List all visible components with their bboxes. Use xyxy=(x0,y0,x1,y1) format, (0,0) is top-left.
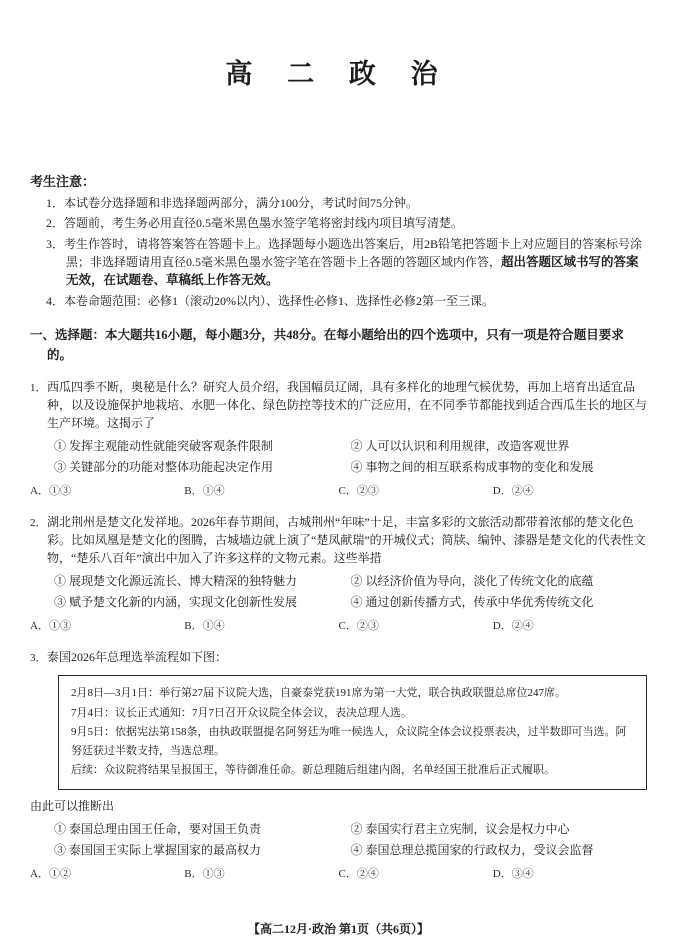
question-2-option-3: ③ 赋予楚文化新的内涵，实现文化创新性发展 xyxy=(54,595,298,610)
question-2-answer-a: A．①③ xyxy=(30,620,71,633)
question-3-flowchart-box xyxy=(58,675,647,789)
question-3-answer-c: C．②④ xyxy=(338,867,379,880)
question-1-text: 西瓜四季不断，奥秘是什么？研究人员介绍，我国幅员辽阔，具有多样化的地理气候优势，再加上培育出适宜品种，以及设施保护地栽培、水肥一体化、绿色防控等技术的广泛应用，在不同季节都能找到适合西瓜生长的地区与生产环境。这揭示了 xyxy=(47,379,648,431)
question-1-answer-b: B．①④ xyxy=(184,485,225,498)
question-1-number: 1． xyxy=(30,381,47,394)
question-3-number: 3． xyxy=(30,651,47,664)
notice-section xyxy=(30,173,647,310)
page-title: 高 二 政 治 xyxy=(225,59,452,89)
question-1-option-2: ② 人可以认识和利用规律，改造客观世界 xyxy=(350,439,570,454)
notice-item-3 xyxy=(46,236,647,290)
question-3-lead-out: 由此可以推断出 xyxy=(30,798,115,813)
notice-item-3-text: 3．考生作答时，请将答案答在答题卡上。选择题每小题选出答案后，用2B铅笔把答题卡上对应题目的答案标号涂黑；非选择题请用直径0.5毫米黑色墨水签字笔在答题卡上各题的答题区域内作答， xyxy=(46,236,643,270)
question-1-option-1: ① 发挥主观能动性就能突破客观条件限制 xyxy=(54,439,274,454)
question-2-answers xyxy=(30,618,647,635)
question-3-option-1: ① 泰国总理由国王任命，要对国王负责 xyxy=(54,821,262,836)
question-3 xyxy=(30,648,647,882)
question-3-answer-a: A．①② xyxy=(30,867,71,880)
question-1 xyxy=(30,378,647,500)
notice-item-2: 2．答题前，考生务必用直径0.5毫米黑色墨水签字笔将密封线内项目填写清楚。 xyxy=(46,216,464,231)
question-2-answer-d: D．②④ xyxy=(492,620,534,633)
question-2-stem xyxy=(30,513,647,568)
page-footer: 【高二12月·政治 第1页（共6页）】 xyxy=(247,922,429,936)
question-3-answer-b: B．①③ xyxy=(184,867,225,880)
question-3-option-4: ④ 泰国总理总揽国家的行政权力，受议会监督 xyxy=(350,842,594,857)
notice-items xyxy=(30,195,647,310)
question-2-option-1: ① 展现楚文化源远流长、博大精深的独特魅力 xyxy=(54,574,298,589)
question-2-option-2: ② 以经济价值为导向，淡化了传统文化的底蕴 xyxy=(350,574,594,589)
section-heading: 一、选择题：本大题共16小题，每小题3分，共48分。在每小题给出的四个选项中，只有一项是符合题目要求的。 xyxy=(30,328,624,362)
question-3-text: 泰国2026年总理选举流程如下图： xyxy=(47,649,228,664)
question-1-option-4: ④ 事物之间的相互联系构成事物的变化和发展 xyxy=(350,460,594,475)
question-3-stem xyxy=(30,648,647,667)
question-3-options xyxy=(30,820,647,859)
question-3-answer-d: D．③④ xyxy=(492,867,534,880)
flowchart-line-4: 后续：众议院将结果呈报国王，等待御准任命。新总理随后组建内阁，名单经国王批准后正式履职。 xyxy=(71,764,555,777)
question-3-answers xyxy=(30,866,647,883)
question-2-option-4: ④ 通过创新传播方式，传承中华优秀传统文化 xyxy=(350,595,594,610)
flowchart-line-3: 9月5日：依据宪法第158条，由执政联盟提名阿努廷为唯一候选人，众议院全体会议投票表决，过半数即可当选。阿努廷获过半数支持，当选总理。 xyxy=(71,725,627,758)
question-1-answer-c: C．②③ xyxy=(338,485,379,498)
question-1-options xyxy=(30,437,647,476)
question-3-option-2: ② 泰国实行君主立宪制，议会是权力中心 xyxy=(350,821,570,836)
question-1-answer-d: D．②④ xyxy=(492,485,534,498)
question-1-answer-a: A．①③ xyxy=(30,485,71,498)
question-3-option-3: ③ 泰国国王实际上掌握国家的最高权力 xyxy=(54,842,262,857)
question-2-number: 2． xyxy=(30,516,47,529)
question-2-answer-b: B．①④ xyxy=(184,620,225,633)
question-1-stem xyxy=(30,378,647,433)
flowchart-line-2: 7月4日：议长正式通知：7月7日召开众议院全体会议，表决总理人选。 xyxy=(71,706,412,719)
question-2-text: 湖北荆州是楚文化发祥地。2026年春节期间，古城荆州“年味”十足，丰富多彩的文旅活动都带着浓郁的楚文化色彩。比如凤凰是楚文化的图腾，古城墙边就上演了“楚凤献瑞”的开城仪式；简牍、编钟、漆器是楚文化的代表性文物，“楚乐八百年”演出中加入了许多这样的文物元素。这些举措 xyxy=(47,514,646,566)
flowchart-line-1: 2月8日—3月1日：举行第27届下议院大选，自豪泰党获191席为第一大党，联合执政联盟总席位247席。 xyxy=(71,687,566,700)
question-2-answer-c: C．②③ xyxy=(338,620,379,633)
notice-item-1: 1．本试卷分选择题和非选择题两部分，满分100分，考试时间75分钟。 xyxy=(46,195,419,210)
question-1-answers xyxy=(30,483,647,500)
notice-item-4: 4．本卷命题范围：必修1（滚动20%以内）、选择性必修1、选择性必修2第一至三课。 xyxy=(46,293,494,308)
question-1-option-3: ③ 关键部分的功能对整体功能起决定作用 xyxy=(54,460,274,475)
notice-heading: 考生注意： xyxy=(30,174,96,189)
notice-item-3-bold-text: 超出答题区域书写的答案无效，在试题卷、草稿纸上作答无效。 xyxy=(66,255,639,288)
question-2 xyxy=(30,513,647,635)
question-2-options xyxy=(30,572,647,611)
